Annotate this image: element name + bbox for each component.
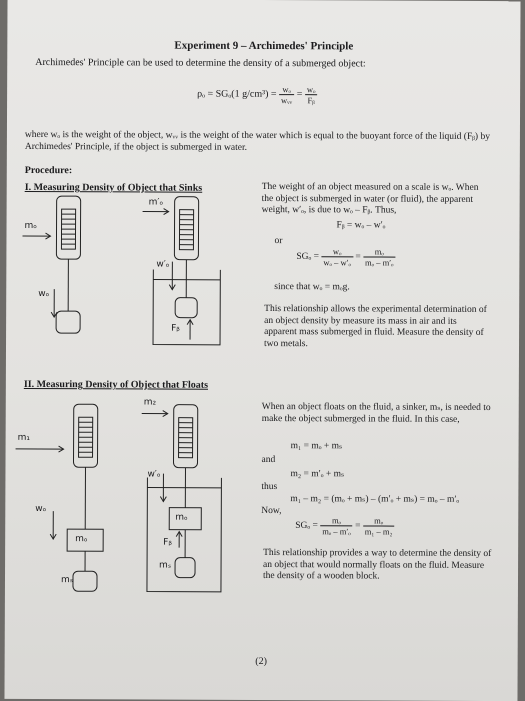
label-m1: m₁	[18, 433, 30, 443]
section2-eq1: m₁ = mₒ + mₛ	[291, 440, 343, 451]
section2-now: Now,	[261, 506, 281, 516]
section1-paragraph2: This relationship allows the experimental determination of an object density by measure its mass in air and its apparent mass submerged in fluid. Measure the density of two metals.	[264, 304, 489, 351]
section1-paragraph1: The weight of an object measured on a scale is wₒ. When the object is submerged in water (or fluid), the apparent weight, w′ₒ, is due to wₒ – Fᵦ. Thus,	[262, 182, 487, 217]
label-fb: Fᵦ	[163, 538, 172, 548]
label-m2: m₂	[144, 397, 156, 407]
section2-paragraph2: This relationship provides a way to determine the density of an object that would normally floats on the fluid. Measure the density of a wooden block.	[263, 548, 493, 584]
label-m0-prime: m′ₒ	[149, 198, 164, 208]
section1-diagram	[4, 0, 520, 701]
section1-since: since that wₒ = mₒg.	[274, 282, 350, 292]
section2-eq2: m₂ = m′ₒ + mₛ	[290, 468, 344, 479]
section1-fb-equation: Fᵦ = wₒ – w′ₒ	[337, 220, 386, 230]
label-w0: wₒ	[38, 289, 49, 299]
fraction-numerator: wₒ	[279, 84, 294, 95]
main-equation: ρₒ = SGₒ(1 g/cm³) = $\frac{\text{wₒ}}{\text{wᵥᵥ}}$ = $\frac{\text{wₒ}}{\text{Fᵦ}}$	[197, 84, 317, 106]
section2-sg-equation: SGₒ = $\frac{\text{mₒ}}{\text{mₒ – m′ₒ}}$ = $\frac{\text{mₒ}}{\text{m₁ – m₂}}$	[295, 515, 394, 536]
page-number: (2)	[5, 655, 518, 668]
label-w0-prime: w′ₒ	[156, 260, 169, 270]
label-w0-prime: w′ₒ	[147, 469, 160, 479]
intro-text: Archimedes' Principle can be used to determine the density of a submerged object:	[35, 57, 365, 69]
label-w0: wₒ	[35, 504, 46, 514]
page-title: Experiment 9 – Archimedes' Principle	[7, 39, 520, 53]
label-ms-right: mₛ	[159, 561, 171, 571]
where-text: where wₒ is the weight of the object, wᵥᵥ is the weight of the water which is equal to the buoyant force of the liquid (Fᵦ) by Archimedes' Principle, if the object is submerged in water.	[25, 129, 495, 155]
section2-heading: II. Measuring Density of Object that Floats	[24, 379, 208, 391]
fraction-denominator: Fᵦ	[305, 95, 318, 105]
section2-eq3: m₁ – m₂ = (mₒ + mₛ) – (m′ₒ + mₛ) = mₒ – m′ₒ	[290, 493, 459, 505]
label-m0-right: mₒ	[175, 513, 188, 523]
procedure-heading: Procedure:	[25, 165, 72, 176]
section2-paragraph1: When an object floats on the fluid, a sinker, mₛ, is needed to make the object submerged in the fluid. In this case,	[262, 402, 492, 426]
label-fb: Fᵦ	[171, 324, 180, 334]
section1-heading: I. Measuring Density of Object that Sinks	[25, 182, 203, 194]
section2-thus: thus	[261, 482, 277, 492]
label-m0-left: mₒ	[75, 534, 88, 544]
fraction-numerator: wₒ	[305, 84, 318, 95]
section1-sg-equation: SGₒ = $\frac{\text{wₒ}}{\text{wₒ – w′ₒ}}$ = $\frac{\text{mₒ}}{\text{mₒ – m′ₒ}}$	[296, 246, 395, 267]
fraction-denominator: wᵥᵥ	[279, 95, 294, 105]
document-page	[4, 0, 520, 701]
label-m0: mₒ	[25, 221, 38, 231]
main-equation-lhs: ρₒ = SGₒ(1 g/cm³) =	[197, 89, 277, 100]
section2-and: and	[261, 455, 275, 465]
section1-or: or	[274, 236, 282, 246]
label-ms-left: mₛ	[61, 575, 73, 585]
